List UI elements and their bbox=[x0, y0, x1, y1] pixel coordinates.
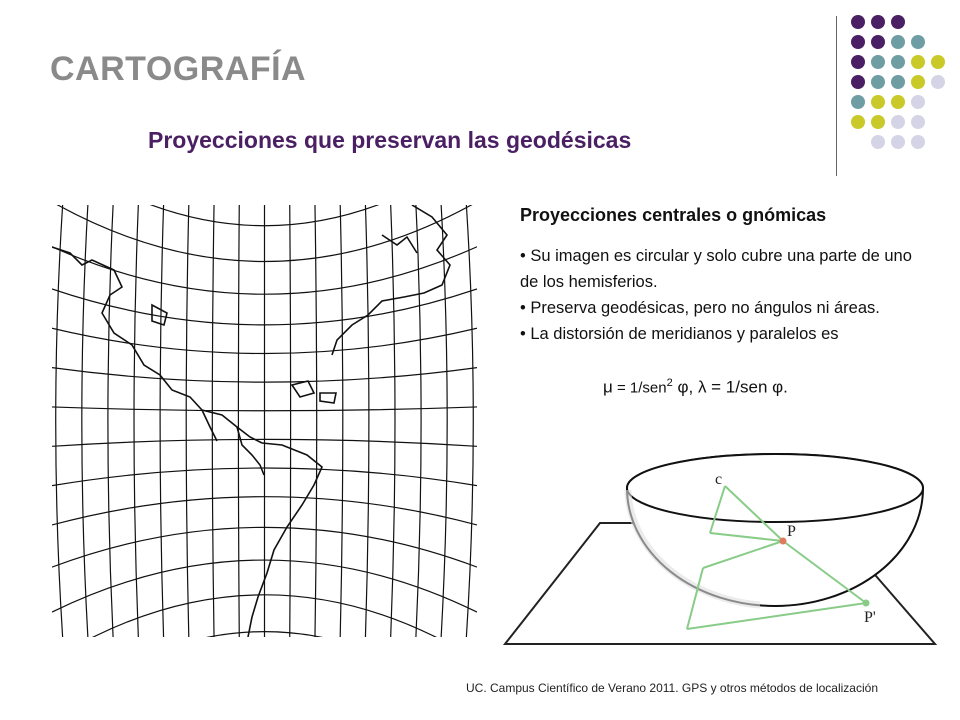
decorative-dot bbox=[911, 75, 925, 89]
decorative-dot bbox=[911, 95, 925, 109]
decorative-dot bbox=[911, 135, 925, 149]
separator: , bbox=[688, 377, 698, 397]
bullet-item: • Su imagen es circular y solo cubre una parte de uno de los hemisferios. bbox=[520, 247, 912, 291]
meridian-line bbox=[238, 205, 239, 637]
formula-part: = 1/sen bbox=[706, 377, 773, 397]
section-heading: Proyecciones centrales o gnómicas bbox=[520, 205, 827, 225]
decorative-dot bbox=[851, 15, 865, 29]
meridian-line bbox=[290, 205, 291, 637]
decorative-dot bbox=[871, 15, 885, 29]
decorative-dot bbox=[871, 95, 885, 109]
decorative-dot-grid bbox=[0, 0, 960, 200]
bullet-item: • Preserva geodésicas, pero no ángulos ni áreas. bbox=[520, 299, 880, 317]
decorative-dot bbox=[911, 115, 925, 129]
decorative-dot bbox=[851, 55, 865, 69]
formula-part: = 1/sen bbox=[612, 379, 667, 397]
label-p-prime: P' bbox=[864, 609, 876, 626]
decorative-dot bbox=[891, 75, 905, 89]
decorative-dot bbox=[851, 35, 865, 49]
meridian-line bbox=[315, 205, 317, 637]
decorative-dot bbox=[891, 95, 905, 109]
exponent: 2 bbox=[666, 377, 673, 389]
decorative-dot bbox=[891, 115, 905, 129]
slide-title: CARTOGRAFÍA bbox=[50, 50, 307, 88]
phi-symbol: φ bbox=[772, 377, 784, 397]
lambda-symbol: λ bbox=[697, 377, 707, 397]
meridian-line bbox=[56, 205, 63, 637]
label-p: P bbox=[787, 523, 796, 540]
decorative-dot bbox=[851, 115, 865, 129]
meridian-line bbox=[212, 205, 214, 637]
gnomonic-map bbox=[52, 205, 477, 637]
footer-text: UC. Campus Científico de Verano 2011. GPS y otros métodos de localización bbox=[466, 681, 878, 695]
meridian-line bbox=[466, 205, 473, 637]
decorative-dot bbox=[851, 75, 865, 89]
meridian-line bbox=[82, 205, 88, 637]
vertical-divider bbox=[836, 16, 837, 176]
meridian-line bbox=[134, 205, 138, 637]
hemisphere-rim bbox=[627, 454, 923, 522]
decorative-dot bbox=[851, 95, 865, 109]
decorative-dot bbox=[891, 35, 905, 49]
point-p bbox=[780, 538, 787, 545]
decorative-dot bbox=[911, 35, 925, 49]
decorative-dot bbox=[931, 55, 945, 69]
decorative-dot bbox=[891, 55, 905, 69]
bullet-item: • La distorsión de meridianos y paralelos es bbox=[520, 325, 839, 343]
decorative-dot bbox=[871, 55, 885, 69]
meridian-line bbox=[340, 205, 343, 637]
decorative-dot bbox=[871, 135, 885, 149]
meridian-line bbox=[186, 205, 189, 637]
decorative-dot bbox=[891, 135, 905, 149]
decorative-dot bbox=[911, 55, 925, 69]
meridian-line bbox=[391, 205, 395, 637]
label-c: c bbox=[715, 471, 723, 488]
decorative-dot bbox=[871, 35, 885, 49]
point-p-prime bbox=[863, 600, 870, 607]
slide-subtitle: Proyecciones que preservan las geodésicas bbox=[148, 127, 632, 153]
distortion-formula bbox=[603, 377, 788, 398]
decorative-dot bbox=[891, 15, 905, 29]
decorative-dot bbox=[871, 115, 885, 129]
coastlines bbox=[52, 205, 450, 637]
hemisphere-diagram bbox=[500, 448, 945, 653]
bullet-list bbox=[520, 243, 925, 347]
formula-end: . bbox=[783, 377, 788, 397]
decorative-dot bbox=[931, 75, 945, 89]
phi-symbol: φ bbox=[677, 377, 689, 397]
decorative-dot bbox=[871, 75, 885, 89]
mu-symbol: μ bbox=[603, 377, 613, 397]
meridian-line bbox=[441, 205, 447, 637]
